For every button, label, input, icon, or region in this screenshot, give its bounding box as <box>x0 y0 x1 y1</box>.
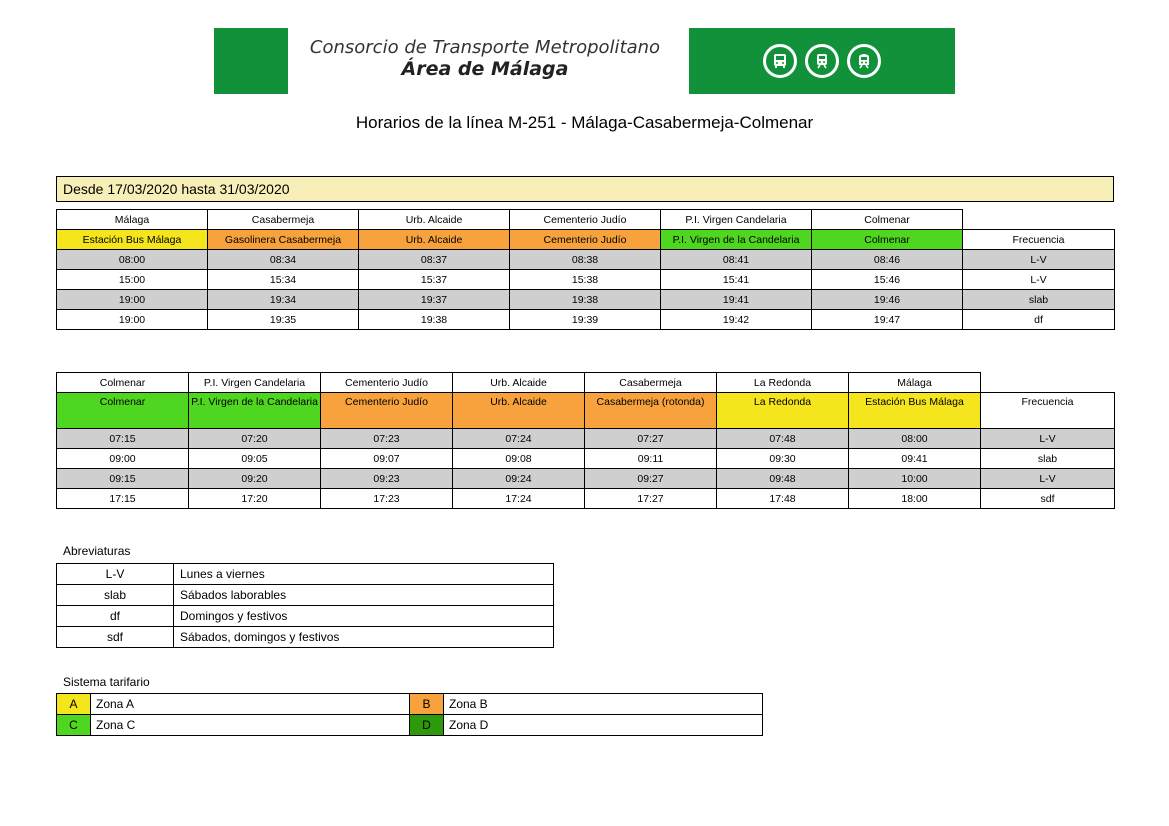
list-item <box>57 627 554 648</box>
frequency-cell: sdf <box>981 489 1115 509</box>
empty-cell <box>981 373 1115 393</box>
time-cell: 18:00 <box>849 489 981 509</box>
time-cell: 15:34 <box>208 270 359 290</box>
stop-header: Colmenar <box>812 230 963 250</box>
time-cell: 17:27 <box>585 489 717 509</box>
time-cell: 15:38 <box>510 270 661 290</box>
time-cell: 08:41 <box>661 250 812 270</box>
stop-header: P.I. Virgen de la Candelaria <box>661 230 812 250</box>
stop-header: Cementerio Judío <box>510 230 661 250</box>
time-cell: 08:37 <box>359 250 510 270</box>
stop-header: Gasolinera Casabermeja <box>208 230 359 250</box>
stop-header-row <box>57 393 1115 429</box>
time-cell: 09:27 <box>585 469 717 489</box>
time-cell: 19:47 <box>812 310 963 330</box>
table-row <box>57 449 1115 469</box>
time-cell: 19:35 <box>208 310 359 330</box>
locality-header: Cementerio Judío <box>321 373 453 393</box>
time-cell: 07:20 <box>189 429 321 449</box>
time-cell: 17:15 <box>57 489 189 509</box>
validity-date-range: Desde 17/03/2020 hasta 31/03/2020 <box>56 176 1114 202</box>
time-cell: 09:11 <box>585 449 717 469</box>
time-cell: 08:00 <box>849 429 981 449</box>
list-item <box>57 564 554 585</box>
time-cell: 09:00 <box>57 449 189 469</box>
time-cell: 15:41 <box>661 270 812 290</box>
metro-icon <box>847 44 881 78</box>
org-name-line2: Área de Málaga <box>401 57 569 80</box>
zone-name: Zona C <box>91 715 410 736</box>
time-cell: 09:20 <box>189 469 321 489</box>
stop-header: Colmenar <box>57 393 189 429</box>
list-item <box>57 606 554 627</box>
table-row <box>57 270 1115 290</box>
organization-logo-text <box>300 38 670 81</box>
time-cell: 19:39 <box>510 310 661 330</box>
transport-icons-banner <box>689 28 955 94</box>
return-timetable <box>56 372 1115 509</box>
locality-header: Casabermeja <box>208 210 359 230</box>
logo-green-block <box>214 28 288 94</box>
abbreviations-table <box>56 563 554 648</box>
locality-header: Cementerio Judío <box>510 210 661 230</box>
fare-system-label: Sistema tarifario <box>63 675 150 689</box>
time-cell: 08:00 <box>57 250 208 270</box>
frequency-cell: slab <box>981 449 1115 469</box>
stop-header: La Redonda <box>717 393 849 429</box>
time-cell: 08:46 <box>812 250 963 270</box>
time-cell: 08:34 <box>208 250 359 270</box>
time-cell: 19:41 <box>661 290 812 310</box>
abbreviation-code: sdf <box>57 627 174 648</box>
time-cell: 07:23 <box>321 429 453 449</box>
table-row <box>57 310 1115 330</box>
time-cell: 19:42 <box>661 310 812 330</box>
time-cell: 09:41 <box>849 449 981 469</box>
table-row <box>57 469 1115 489</box>
time-cell: 07:27 <box>585 429 717 449</box>
zone-letter-badge: B <box>410 694 444 715</box>
stop-header: Urb. Alcaide <box>453 393 585 429</box>
frequency-header: Frecuencia <box>981 393 1115 429</box>
time-cell: 09:48 <box>717 469 849 489</box>
locality-header: Colmenar <box>812 210 963 230</box>
locality-header: Colmenar <box>57 373 189 393</box>
locality-header-row <box>57 210 1115 230</box>
zone-letter-badge: D <box>410 715 444 736</box>
time-cell: 19:38 <box>359 310 510 330</box>
locality-header: Casabermeja <box>585 373 717 393</box>
zone-name: Zona B <box>444 694 763 715</box>
train-icon <box>805 44 839 78</box>
time-cell: 09:23 <box>321 469 453 489</box>
time-cell: 10:00 <box>849 469 981 489</box>
outbound-timetable <box>56 209 1115 330</box>
bus-icon <box>763 44 797 78</box>
time-cell: 19:37 <box>359 290 510 310</box>
locality-header: P.I. Virgen Candelaria <box>661 210 812 230</box>
locality-header: Urb. Alcaide <box>359 210 510 230</box>
zone-name: Zona D <box>444 715 763 736</box>
frequency-cell: L-V <box>981 429 1115 449</box>
table-row <box>57 250 1115 270</box>
abbreviation-description: Lunes a viernes <box>174 564 554 585</box>
zone-letter-badge: C <box>57 715 91 736</box>
stop-header: Urb. Alcaide <box>359 230 510 250</box>
time-cell: 17:24 <box>453 489 585 509</box>
time-cell: 07:48 <box>717 429 849 449</box>
frequency-cell: df <box>963 310 1115 330</box>
time-cell: 19:38 <box>510 290 661 310</box>
zone-letter-badge: A <box>57 694 91 715</box>
frequency-cell: L-V <box>981 469 1115 489</box>
fare-zone-row <box>57 715 763 736</box>
time-cell: 15:37 <box>359 270 510 290</box>
abbreviation-code: df <box>57 606 174 627</box>
page-title: Horarios de la línea M-251 - Málaga-Casabermeja-Colmenar <box>355 113 814 132</box>
locality-header: Málaga <box>57 210 208 230</box>
fare-zone-row <box>57 694 763 715</box>
frequency-cell: slab <box>963 290 1115 310</box>
locality-header: Málaga <box>849 373 981 393</box>
stop-header-row <box>57 230 1115 250</box>
list-item <box>57 585 554 606</box>
fare-zones-table <box>56 693 763 736</box>
empty-cell <box>963 210 1115 230</box>
time-cell: 19:00 <box>57 290 208 310</box>
locality-header: La Redonda <box>717 373 849 393</box>
time-cell: 09:30 <box>717 449 849 469</box>
time-cell: 17:20 <box>189 489 321 509</box>
abbreviations-label: Abreviaturas <box>63 544 131 558</box>
abbreviation-description: Sábados laborables <box>174 585 554 606</box>
locality-header: P.I. Virgen Candelaria <box>189 373 321 393</box>
time-cell: 07:15 <box>57 429 189 449</box>
time-cell: 09:15 <box>57 469 189 489</box>
org-name-line1: Consorcio de Transporte Metropolitano <box>309 37 661 58</box>
time-cell: 08:38 <box>510 250 661 270</box>
locality-header: Urb. Alcaide <box>453 373 585 393</box>
frequency-cell: L-V <box>963 270 1115 290</box>
time-cell: 15:00 <box>57 270 208 290</box>
time-cell: 19:34 <box>208 290 359 310</box>
time-cell: 15:46 <box>812 270 963 290</box>
time-cell: 09:08 <box>453 449 585 469</box>
table-row <box>57 290 1115 310</box>
abbreviation-description: Domingos y festivos <box>174 606 554 627</box>
frequency-header: Frecuencia <box>963 230 1115 250</box>
locality-header-row <box>57 373 1115 393</box>
stop-header: Estación Bus Málaga <box>849 393 981 429</box>
time-cell: 19:46 <box>812 290 963 310</box>
time-cell: 19:00 <box>57 310 208 330</box>
abbreviation-code: slab <box>57 585 174 606</box>
time-cell: 09:24 <box>453 469 585 489</box>
zone-name: Zona A <box>91 694 410 715</box>
table-row <box>57 429 1115 449</box>
abbreviation-code: L-V <box>57 564 174 585</box>
time-cell: 17:48 <box>717 489 849 509</box>
stop-header: P.I. Virgen de la Candelaria <box>189 393 321 429</box>
stop-header: Casabermeja (rotonda) <box>585 393 717 429</box>
frequency-cell: L-V <box>963 250 1115 270</box>
time-cell: 09:05 <box>189 449 321 469</box>
stop-header: Estación Bus Málaga <box>57 230 208 250</box>
time-cell: 09:07 <box>321 449 453 469</box>
time-cell: 17:23 <box>321 489 453 509</box>
table-row <box>57 489 1115 509</box>
stop-header: Cementerio Judío <box>321 393 453 429</box>
abbreviation-description: Sábados, domingos y festivos <box>174 627 554 648</box>
time-cell: 07:24 <box>453 429 585 449</box>
